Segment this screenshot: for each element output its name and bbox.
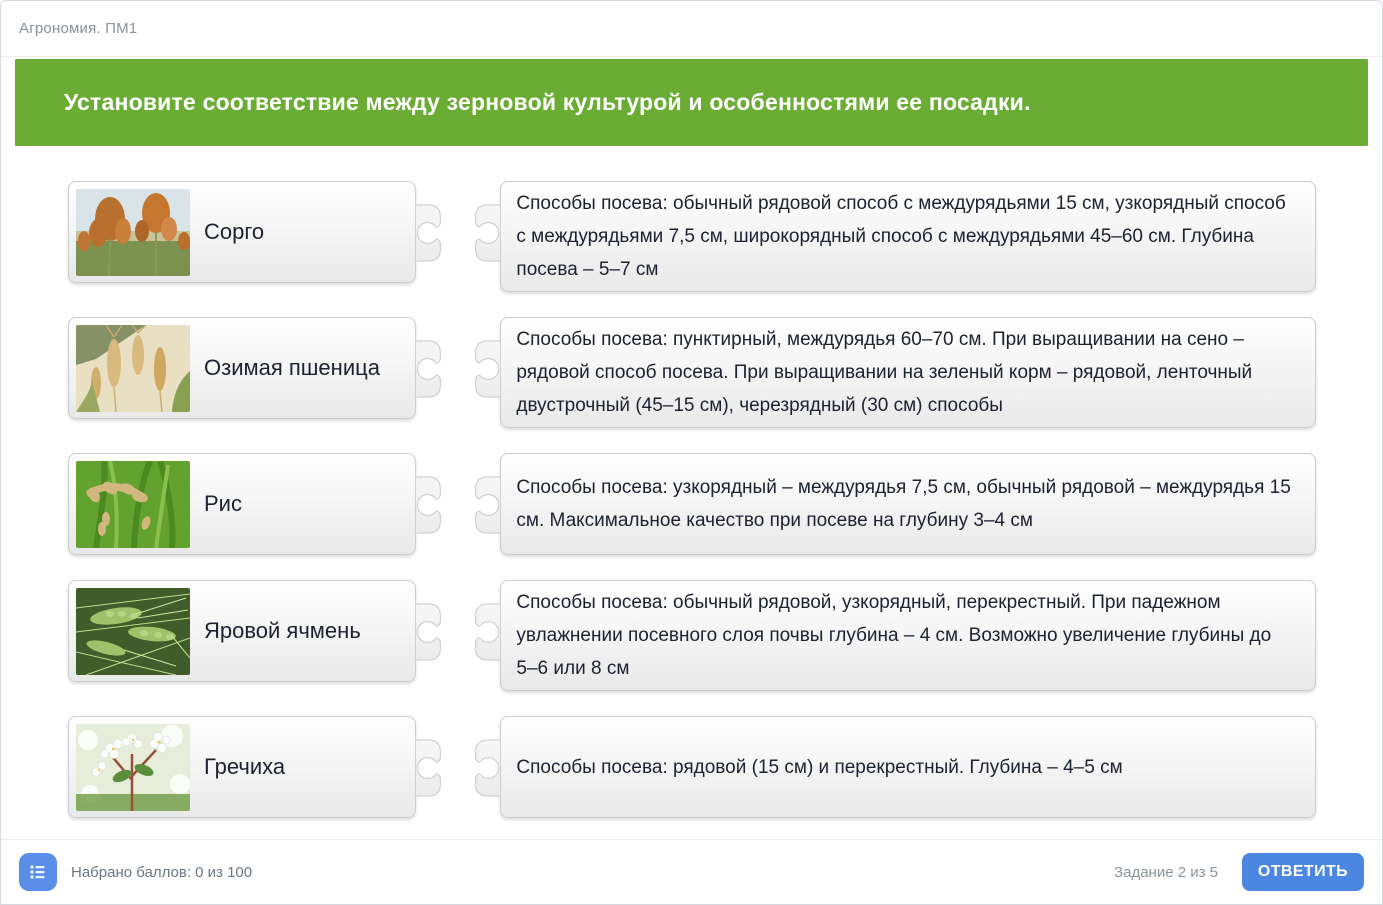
puzzle-connector-icon <box>415 476 444 534</box>
crop-label: Гречиха <box>204 754 286 779</box>
crop-label: Яровой ячмень <box>204 618 361 643</box>
crop-label: Озимая пшеница <box>204 355 380 380</box>
crop-card-rice[interactable] <box>68 453 416 555</box>
puzzle-connector-icon <box>415 739 444 797</box>
matching-row <box>68 453 1316 555</box>
question-text: Установите соответствие между зерновой культурой и особенностями ее посадки. <box>64 89 1031 115</box>
description-card[interactable] <box>500 716 1316 818</box>
crop-card-sorghum[interactable] <box>68 181 416 283</box>
description-card[interactable] <box>500 181 1316 292</box>
task-progress-label: Задание 2 из 5 <box>1114 863 1218 881</box>
description-text: Способы посева: пунктирный, междурядья 60–70 см. При выращивании на сено – рядовой способ посева. При выращивании на зеленый корм – рядовой, ленточный двустрочный (45–15 см), черезрядный (30 см) способы <box>516 329 1253 416</box>
puzzle-connector-icon <box>472 340 501 398</box>
description-card[interactable] <box>500 580 1316 691</box>
course-title: Агрономия. ПМ1 <box>19 20 138 37</box>
puzzle-connector-icon <box>472 603 501 661</box>
spring-barley-image <box>76 588 190 675</box>
puzzle-connector-icon <box>472 739 501 797</box>
winter-wheat-image <box>76 325 190 412</box>
task-list-button[interactable] <box>19 853 57 891</box>
matching-row <box>68 716 1316 818</box>
crop-card-spring-barley[interactable] <box>68 580 416 682</box>
rice-image <box>76 461 190 548</box>
crop-card-buckwheat[interactable] <box>68 716 416 818</box>
description-card[interactable] <box>500 453 1316 555</box>
puzzle-connector-icon <box>472 476 501 534</box>
score-label: Набрано баллов: 0 из 100 <box>71 863 253 881</box>
crop-label: Рис <box>204 491 242 516</box>
list-icon <box>28 862 48 882</box>
question-banner <box>15 59 1368 146</box>
sorghum-image <box>76 189 190 276</box>
puzzle-connector-icon <box>472 204 501 262</box>
description-text: Способы посева: узкорядный – междурядья 7,5 см, обычный рядовой – междурядья 15 см. Максимальное качество при посеве на глубину 3–4 см <box>516 477 1291 531</box>
description-text: Способы посева: обычный рядовой способ с междурядьями 15 см, узкорядный способ с междурядьями 7,5 см, широкорядный способ с междурядьями 45–60 см. Глубина посева – 5–7 см <box>516 193 1286 280</box>
matching-row <box>68 181 1316 292</box>
matching-area <box>1 146 1382 818</box>
crop-card-winter-wheat[interactable] <box>68 317 416 419</box>
footer <box>1 839 1382 904</box>
matching-row <box>68 317 1316 428</box>
description-text: Способы посева: обычный рядовой, узкорядный, перекрестный. При падежном увлажнении посевного слоя почвы глубина – 4 см. Возможно увеличение глубины до 5–6 или 8 см <box>516 592 1272 679</box>
crop-label: Сорго <box>204 219 265 244</box>
topbar <box>1 1 1382 57</box>
matching-row <box>68 580 1316 691</box>
puzzle-connector-icon <box>415 204 444 262</box>
buckwheat-image <box>76 724 190 811</box>
description-text: Способы посева: рядовой (15 см) и перекрестный. Глубина – 4–5 см <box>516 756 1123 778</box>
answer-button[interactable]: ОТВЕТИТЬ <box>1242 853 1364 891</box>
puzzle-connector-icon <box>415 340 444 398</box>
description-card[interactable] <box>500 317 1316 428</box>
puzzle-connector-icon <box>415 603 444 661</box>
